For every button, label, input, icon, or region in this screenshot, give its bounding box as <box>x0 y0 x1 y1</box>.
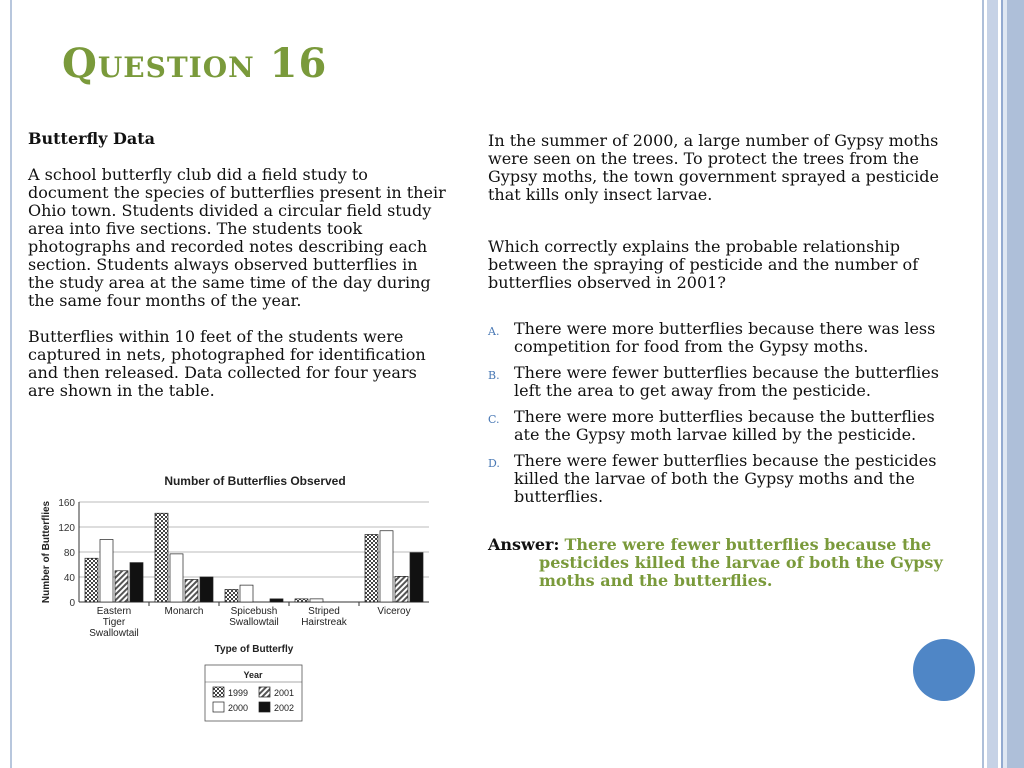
y-tick-label: 0 <box>69 598 75 609</box>
option-letter: B. <box>488 369 500 382</box>
option-letter: C. <box>488 413 500 426</box>
right-frame-stripes <box>978 0 1024 768</box>
answer-options <box>488 320 958 506</box>
answer-text: There were fewer butterflies because the pesticides killed the larvae of both the Gypsy moths and the butterflies. <box>539 535 943 590</box>
option-text: There were fewer butterflies because the butterflies left the area to get away from the pesticide. <box>514 363 939 400</box>
bar-2000 <box>170 554 183 602</box>
x-tick-label: Swallowtail <box>229 617 279 628</box>
legend-title: Year <box>243 670 263 680</box>
bar-1999 <box>225 590 238 603</box>
option-letter: A. <box>488 325 500 338</box>
answer-block <box>488 536 958 590</box>
legend-label: 1999 <box>228 688 249 698</box>
bar-2000 <box>240 585 253 602</box>
option-letter: D. <box>488 457 500 470</box>
x-tick-label: Eastern <box>96 606 132 617</box>
butterfly-bar-chart <box>35 470 435 726</box>
section-heading: Butterfly Data <box>28 129 156 148</box>
bar-2000 <box>310 599 323 602</box>
y-axis-label: Number of Butterflies <box>41 500 52 604</box>
question-prompt: Which correctly explains the probable relationship between the spraying of pesticide and the number of butterflies observed in 2001? <box>488 237 919 292</box>
left-column <box>28 130 448 418</box>
option-d[interactable] <box>488 452 958 506</box>
y-tick-label: 80 <box>63 548 75 559</box>
bar-2002 <box>410 553 423 602</box>
method-paragraph: Butterflies within 10 feet of the students were captured in nets, photographed for identification and then released. Data collected for four years are shown in the table. <box>28 327 426 400</box>
y-tick-label: 160 <box>58 498 75 509</box>
legend-swatch-1999 <box>213 687 224 697</box>
bar-2002 <box>270 599 283 602</box>
option-b[interactable] <box>488 364 958 400</box>
bar-2001 <box>395 576 408 602</box>
bar-2002 <box>130 563 143 602</box>
option-a[interactable] <box>488 320 958 356</box>
legend-swatch-2001 <box>259 687 270 697</box>
x-tick-label: Striped <box>308 606 340 617</box>
legend-label: 2000 <box>228 703 249 713</box>
bar-2002 <box>200 577 213 602</box>
context-paragraph: In the summer of 2000, a large number of Gypsy moths were seen on the trees. To protect the trees from the Gypsy moths, the town government sprayed a pesticide that kills only insect larvae. <box>488 131 939 204</box>
bar-1999 <box>365 535 378 603</box>
slide-title: Question 16 <box>62 40 328 87</box>
bar-1999 <box>155 513 168 602</box>
decorative-circle <box>913 639 975 701</box>
chart-title: Number of Butterflies Observed <box>164 474 346 488</box>
legend-swatch-2002 <box>259 702 270 712</box>
bar-2000 <box>100 540 113 603</box>
right-column <box>488 132 958 624</box>
legend-label: 2002 <box>274 703 295 713</box>
option-c[interactable] <box>488 408 958 444</box>
option-text: There were more butterflies because the butterflies ate the Gypsy moth larvae killed by the pesticide. <box>514 407 935 444</box>
x-tick-label: Monarch <box>164 606 204 617</box>
x-tick-label: Viceroy <box>377 606 411 617</box>
bar-2001 <box>185 580 198 603</box>
x-axis-label: Type of Butterfly <box>214 644 294 655</box>
option-text: There were more butterflies because there was less competition for food from the Gypsy moths. <box>514 319 936 356</box>
x-tick-label: Hairstreak <box>301 617 347 628</box>
option-text: There were fewer butterflies because the pesticides killed the larvae of both the Gypsy moths and the butterflies. <box>514 451 937 506</box>
answer-label: Answer: <box>488 535 560 554</box>
bar-1999 <box>85 558 98 602</box>
x-tick-label: Spicebush <box>230 606 278 617</box>
y-tick-label: 40 <box>63 573 75 584</box>
legend-label: 2001 <box>274 688 295 698</box>
x-tick-label: Swallowtail <box>89 628 139 639</box>
bar-1999 <box>295 599 308 602</box>
left-frame-border <box>0 0 12 768</box>
legend-swatch-2000 <box>213 702 224 712</box>
intro-paragraph: A school butterfly club did a field study to document the species of butterflies present in their Ohio town. Students divided a circular field study area into five sections. The students took photographs and recorded notes describing each section. Students always observed butterflies in the study area at the same time of the day during the same four months of the year. <box>28 165 446 310</box>
y-tick-label: 120 <box>58 523 75 534</box>
bar-2000 <box>380 531 393 602</box>
x-tick-label: Tiger <box>102 617 126 628</box>
bar-2001 <box>115 571 128 602</box>
